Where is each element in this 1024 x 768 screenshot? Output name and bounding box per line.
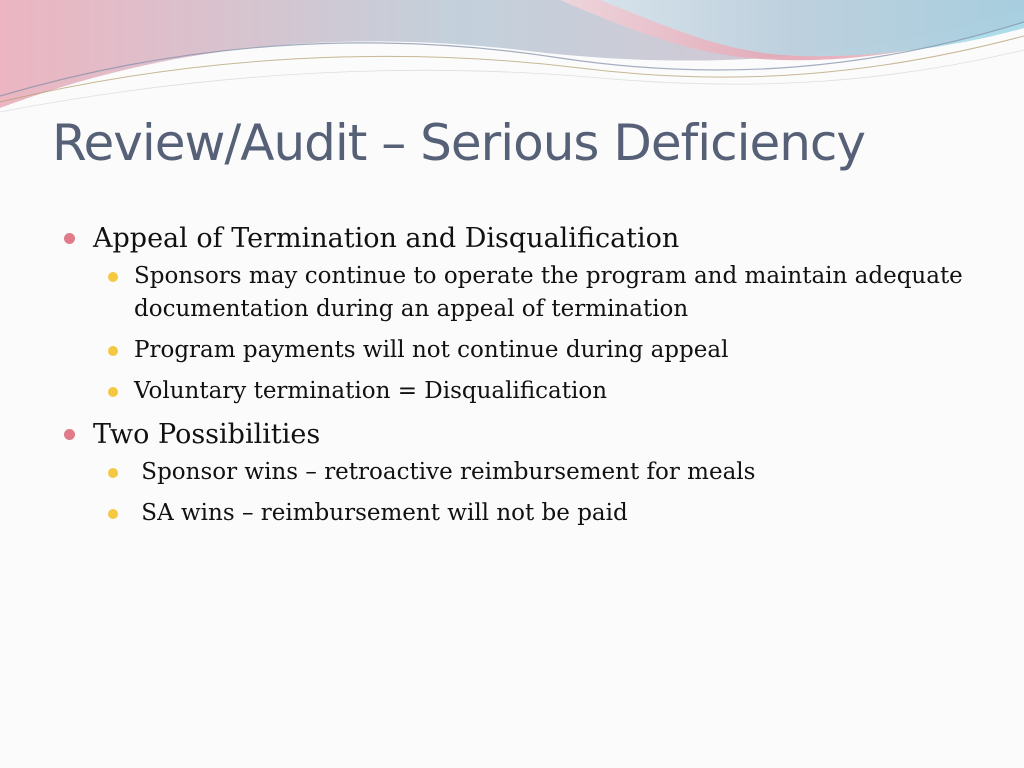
sub-bullet-continue-operate bbox=[60, 260, 980, 326]
sub-bullet-text: Sponsors may continue to operate the program and maintain adequate documentation during an appeal of termination bbox=[134, 263, 963, 322]
sub-bullet-text: Sponsor wins – retroactive reimbursement for meals bbox=[134, 459, 756, 485]
bullet-dot-icon bbox=[64, 233, 75, 244]
sub-bullet-dot-icon bbox=[108, 346, 118, 356]
slide-title: Review/Audit – Serious Deficiency bbox=[52, 114, 865, 172]
bullet-two-possibilities bbox=[60, 416, 980, 454]
sub-bullet-text: Voluntary termination = Disqualification bbox=[134, 378, 608, 404]
bullet-list bbox=[60, 220, 980, 538]
bullet-text: Two Possibilities bbox=[93, 419, 321, 450]
sub-bullet-list bbox=[60, 260, 980, 408]
sub-bullet-text: SA wins – reimbursement will not be paid bbox=[134, 500, 628, 526]
sub-bullet-dot-icon bbox=[108, 387, 118, 397]
sub-bullet-text: Program payments will not continue during appeal bbox=[134, 337, 729, 363]
sub-bullet-sponsor-wins bbox=[60, 456, 980, 489]
sub-bullet-payments bbox=[60, 334, 980, 367]
sub-bullet-dot-icon bbox=[108, 272, 118, 282]
sub-bullet-dot-icon bbox=[108, 468, 118, 478]
bullet-dot-icon bbox=[64, 429, 75, 440]
bullet-text: Appeal of Termination and Disqualification bbox=[93, 223, 680, 254]
sub-bullet-list bbox=[60, 456, 980, 530]
sub-bullet-sa-wins bbox=[60, 497, 980, 530]
sub-bullet-voluntary-termination bbox=[60, 375, 980, 408]
sub-bullet-dot-icon bbox=[108, 509, 118, 519]
bullet-appeal-of-termination bbox=[60, 220, 980, 258]
